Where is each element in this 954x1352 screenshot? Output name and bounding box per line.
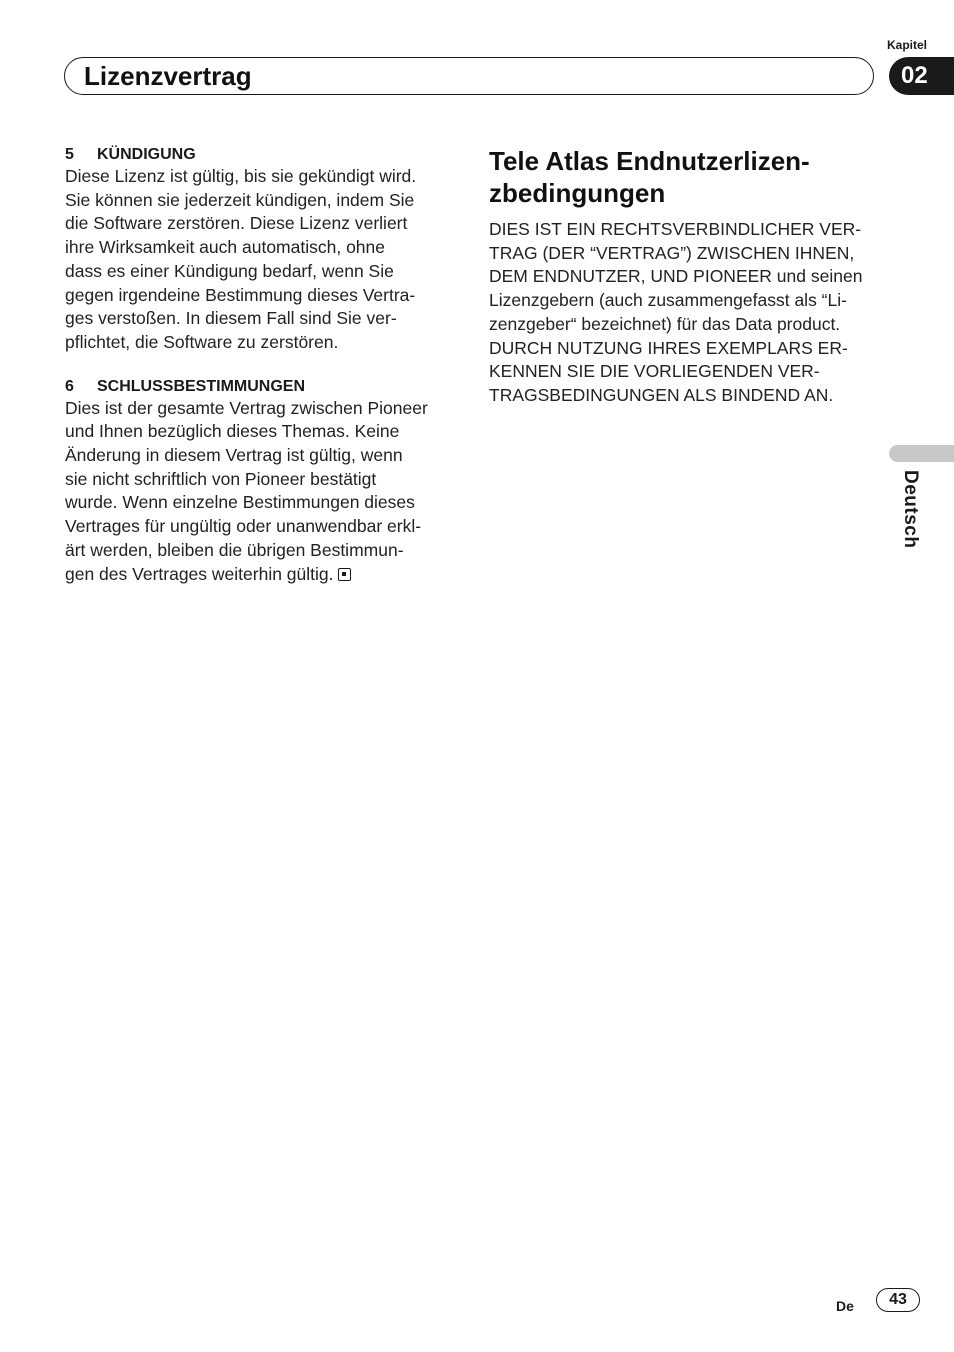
end-of-section-icon bbox=[338, 568, 351, 581]
page-number: 43 bbox=[876, 1288, 920, 1312]
section-heading-text: SCHLUSSBESTIMMUNGEN bbox=[97, 377, 306, 395]
side-language-label: Deutsch bbox=[900, 470, 921, 549]
chapter-title: Lizenzvertrag bbox=[84, 61, 252, 91]
section-number: 6 bbox=[65, 377, 74, 395]
agreement-intro: DIES IST EIN RECHTSVERBINDLICHER VER- TRAG (DER “VERTRAG”) ZWISCHEN IHNEN, DEM ENDNUTZER, UND PIONEER und seinen Lizenzgebern (auch zusammengefasst als “Li- zenzgeber“ bezeichnet) für das Data product. DURCH NUTZUNG IHRES EXEMPLARS ER- KENNEN SIE DIE VORLIEGENDEN VER- TRAGSBEDINGUNGEN ALS BINDEND AN. bbox=[489, 219, 863, 405]
chapter-number-badge: 02 bbox=[889, 57, 954, 95]
footer-language-code: De bbox=[836, 1298, 854, 1314]
section-heading-text: KÜNDIGUNG bbox=[97, 146, 196, 163]
right-column bbox=[489, 145, 884, 408]
section-body-text: Dies ist der gesamte Vertrag zwischen Pioneer und Ihnen bezüglich dieses Themas. Keine Änderung in diesem Vertrag ist gültig, wenn sie nicht schriftlich von Pioneer bestätigt wurde. Wenn einzelne Bestimmungen dieses Vertrages für ungültig oder unanwendbar erkl- ärt werden, bleiben die übrigen Bestimmun- gen des Vertrages weiterhin gültig. bbox=[65, 397, 428, 584]
main-heading: Tele Atlas Endnutzerlizen- zbedingungen bbox=[489, 146, 810, 208]
language-side-tab bbox=[889, 445, 954, 462]
section-body: Diese Lizenz ist gültig, bis sie gekündigt wird. Sie können sie jederzeit kündigen, indem Sie die Software zerstören. Diese Lizenz verliert ihre Wirksamkeit auch automatisch, ohne dass es einer Kündigung bedarf, wenn Sie gegen irgendeine Bestimmung dieses Vertra- ges verstoßen. In diesem Fall sind Sie ver- pflichtet, die Software zu zerstören. bbox=[65, 166, 417, 352]
section-heading bbox=[65, 145, 455, 165]
section-body bbox=[65, 397, 455, 587]
section-heading bbox=[65, 377, 455, 397]
left-column bbox=[65, 145, 455, 586]
kapitel-label: Kapitel bbox=[886, 38, 927, 52]
section-number: 5 bbox=[65, 146, 74, 163]
